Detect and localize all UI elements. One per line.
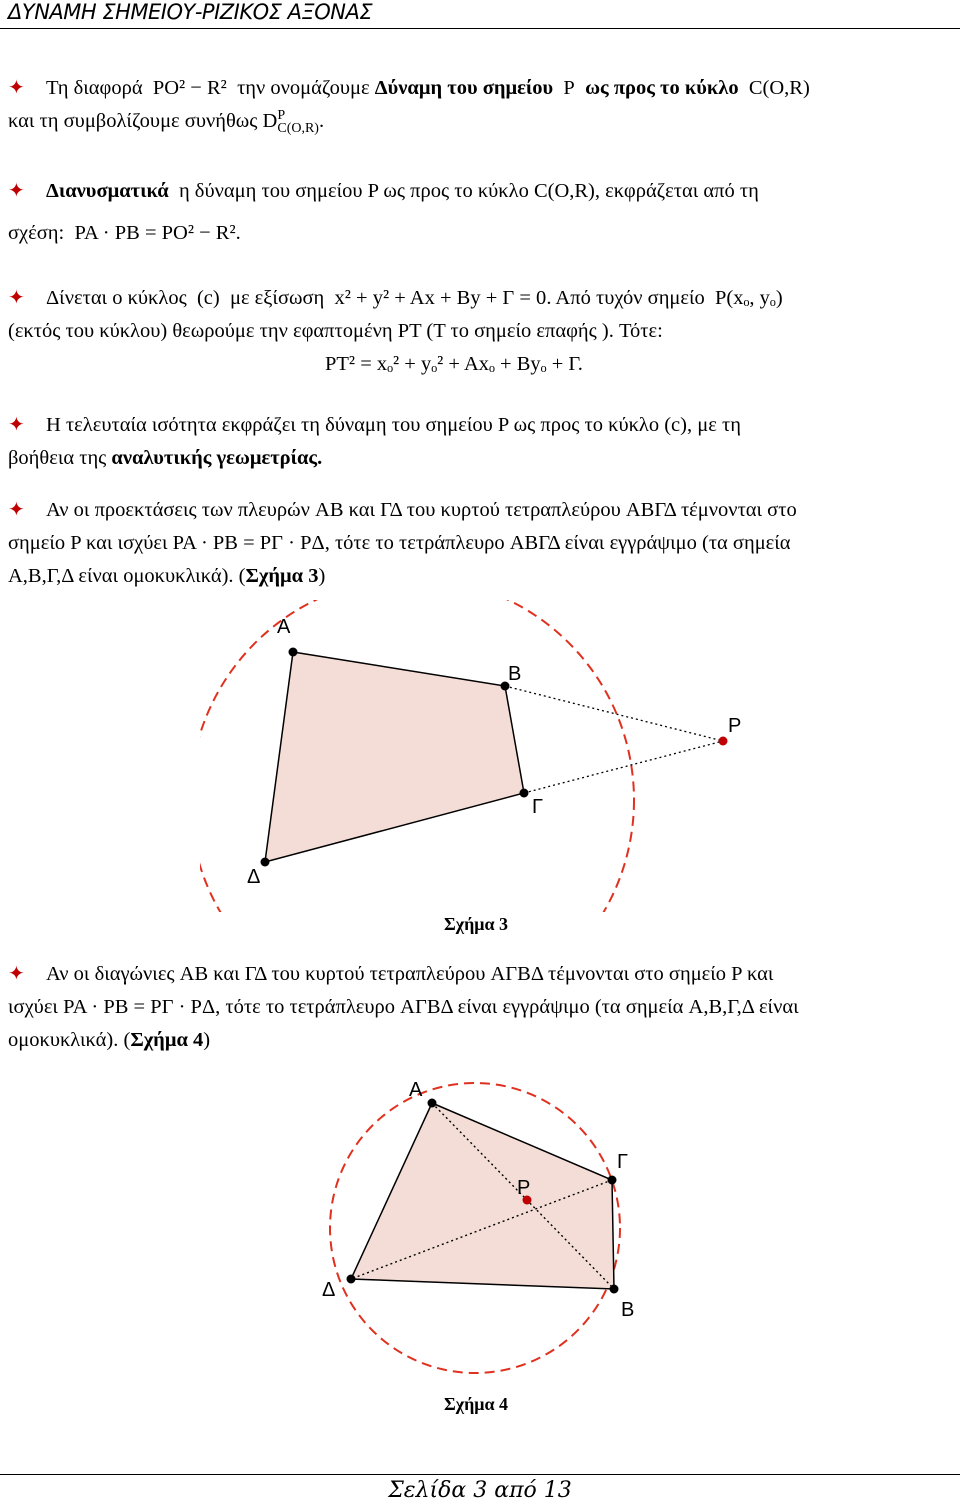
line: [8, 217, 952, 250]
label-g: Γ: [617, 1151, 629, 1173]
circle-c: (c): [196, 287, 220, 309]
line: [8, 1024, 952, 1057]
point-d: [347, 1275, 356, 1284]
point-p: [719, 737, 728, 746]
line: [8, 527, 952, 560]
text: βοήθεια της: [8, 447, 107, 469]
label-p: P: [517, 1177, 531, 1199]
bullet-star-icon: ✦: [8, 287, 25, 309]
figure-ref: Σχήμα 3: [245, 565, 319, 587]
formula-tangent-length: PT² = xₒ² + yₒ² + Axₒ + Byₒ + Γ.: [325, 353, 583, 375]
page-footer: Σελίδα 3 από 13: [388, 1478, 572, 1503]
point-a: [428, 1099, 437, 1108]
text: σχέση:: [8, 222, 65, 244]
figure-4-caption: Σχήμα 4: [444, 1394, 509, 1414]
text: ): [203, 1029, 211, 1051]
text: Αν οι διαγώνιες AB και ΓΔ του κυρτού τετραπλεύρου AΓBΔ τέμνονται στο σημείο P και: [46, 963, 774, 985]
paragraph-vector-form: [8, 175, 952, 250]
header-rule: [0, 28, 960, 29]
figure-4: [300, 1070, 680, 1390]
line: [8, 560, 952, 593]
text: Αν οι προεκτάσεις των πλευρών AB και ΓΔ του κυρτού τετραπλεύρου ABΓΔ τέμνονται στο: [46, 499, 797, 521]
figure-ref: Σχήμα 4: [130, 1029, 204, 1051]
symbol-d: D: [262, 110, 278, 132]
text: την ονομάζουμε: [237, 77, 370, 99]
quadrilateral: [265, 652, 524, 862]
formula-vector: PA · PB = PO² − R².: [74, 222, 241, 244]
text: Δίνεται ο κύκλος: [46, 287, 187, 309]
extension-ab: [505, 686, 723, 741]
paragraph-theorem-extensions: [8, 494, 952, 593]
text: και τη συμβολίζουμε συνήθως: [8, 110, 258, 132]
text: . Από τυχόν σημείο: [546, 287, 705, 309]
figure-3: [200, 600, 800, 915]
bullet-star-icon: ✦: [8, 414, 25, 436]
point-p-coords: P(xₒ, yₒ): [715, 287, 783, 309]
label-b: B: [621, 1299, 635, 1321]
subscript-circle: C(O,R): [277, 121, 319, 137]
text: Τη διαφορά: [46, 77, 143, 99]
term-power: Δύναμη του σημείου: [374, 77, 554, 99]
bullet-star-icon: ✦: [8, 499, 25, 521]
extension-gd: [524, 741, 723, 793]
point-b: [610, 1285, 619, 1294]
text: ισχύει PA · PB = PΓ · PΔ, τότε το τετράπλευρο AΓBΔ είναι εγγράψιμο (τα σημεία A,B,Γ,Δ είναι: [8, 996, 799, 1018]
text: ομοκυκλικά). (: [8, 1029, 131, 1051]
line: [8, 494, 952, 527]
symbol-p: P: [563, 77, 575, 99]
formula-power: PO² − R²: [152, 77, 227, 99]
text: (εκτός του κύκλου) θεωρούμε την εφαπτομένη PT (T το σημείο επαφής ). Τότε:: [8, 320, 663, 342]
point-d: [261, 858, 270, 867]
line: [8, 442, 952, 475]
text: με εξίσωση: [229, 287, 325, 309]
page-header: ΔΥΝΑΜΗ ΣΗΜΕΙΟΥ-ΡΙΖΙΚΟΣ ΑΞΟΝΑΣ: [8, 0, 373, 24]
point-a: [289, 648, 298, 657]
term-vectorially: Διανυσματικά: [46, 180, 169, 202]
term-analytic-geometry: αναλυτικής γεωμετρίας.: [111, 447, 323, 469]
quadrilateral: [351, 1103, 614, 1289]
text: Η τελευταία ισότητα εκφράζει τη δύναμη του σημείου P ως προς το κύκλο (c), με τη: [46, 414, 741, 436]
line: [8, 991, 952, 1024]
point-g: [608, 1176, 617, 1185]
bullet-star-icon: ✦: [8, 77, 25, 99]
text: σημείο P και ισχύει PA · PB = PΓ · PΔ, τότε το τετράπλευρο ABΓΔ είναι εγγράψιμο (τα σημεία: [8, 532, 791, 554]
paragraph-theorem-diagonals: [8, 958, 952, 1057]
line: [8, 72, 952, 105]
formula-circle-equation: x² + y² + Ax + By + Γ = 0: [334, 287, 547, 309]
label-g: Γ: [532, 796, 544, 818]
label-d: Δ: [322, 1279, 336, 1301]
footer-rule: [0, 1474, 960, 1475]
figure-3-caption: Σχήμα 3: [444, 914, 509, 934]
paragraph-power-definition: [8, 72, 952, 138]
line: [8, 958, 952, 991]
label-d: Δ: [247, 866, 261, 888]
line: [8, 409, 952, 442]
paragraph-analytic: [8, 282, 952, 381]
point-g: [520, 789, 529, 798]
line: [8, 105, 952, 138]
label-a: A: [409, 1079, 423, 1101]
line: [8, 348, 952, 381]
text: A,B,Γ,Δ είναι ομοκυκλικά). (: [8, 565, 246, 587]
superscript-p: P: [277, 108, 286, 124]
line: [8, 315, 952, 348]
circle-notation: C(O,R): [748, 77, 810, 99]
term-wrt-circle: ως προς το κύκλο: [585, 77, 739, 99]
paragraph-remark: [8, 409, 952, 475]
text: η δύναμη του σημείου P ως προς το κύκλο C(O,R), εκφράζεται από τη: [178, 180, 759, 202]
label-p: P: [728, 715, 742, 737]
line: [8, 175, 952, 208]
label-a: A: [277, 616, 291, 638]
bullet-star-icon: ✦: [8, 180, 25, 202]
text: ): [318, 565, 326, 587]
label-b: B: [508, 663, 522, 685]
bullet-star-icon: ✦: [8, 963, 25, 985]
text: .: [318, 110, 325, 132]
line: [8, 282, 952, 315]
